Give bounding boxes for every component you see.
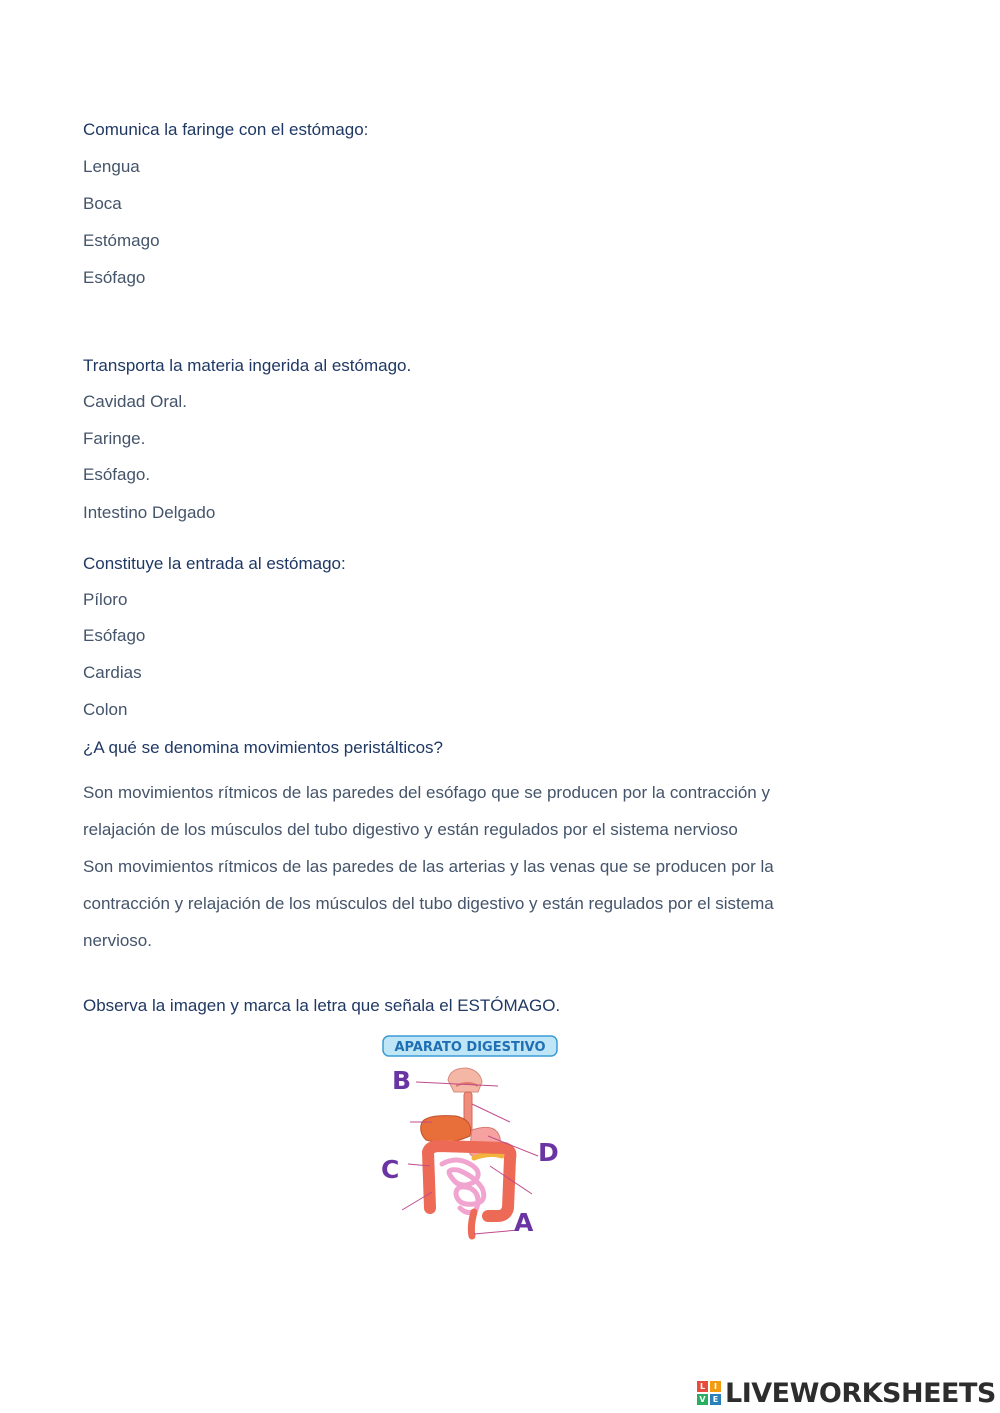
question-1: Comunica la faringe con el estómago: bbox=[83, 120, 369, 139]
q2-option-4[interactable]: Intestino Delgado bbox=[83, 503, 216, 522]
q1-option-1[interactable]: Lengua bbox=[83, 157, 140, 176]
q4-option-2[interactable]: Son movimientos rítmicos de las paredes de las arterias y las venas que se producen por la contracción y relajación de los músculos del tubo digestivo y están regulados por el sistema nervioso. bbox=[83, 857, 774, 950]
q3-option-3[interactable]: Cardias bbox=[83, 663, 142, 682]
logo-tile-v: V bbox=[697, 1394, 708, 1405]
logo-tile-i: I bbox=[710, 1381, 721, 1392]
label-d[interactable]: D bbox=[538, 1138, 559, 1167]
question-5: Observa la imagen y marca la letra que señala el ESTÓMAGO. bbox=[83, 996, 561, 1015]
label-a[interactable]: A bbox=[514, 1208, 534, 1237]
q1-option-3[interactable]: Estómago bbox=[83, 231, 160, 250]
q3-option-1[interactable]: Píloro bbox=[83, 590, 128, 609]
q4-option-1[interactable]: Son movimientos rítmicos de las paredes del esófago que se producen por la contracción y relajación de los músculos del tubo digestivo y están regulados por el sistema nervioso bbox=[83, 783, 770, 839]
q1-option-4[interactable]: Esófago bbox=[83, 268, 146, 287]
label-c[interactable]: C bbox=[381, 1155, 400, 1184]
diagram-title-text: APARATO DIGESTIVO bbox=[394, 1040, 546, 1055]
question-4: ¿A qué se denomina movimientos peristálticos? bbox=[83, 738, 444, 757]
q3-option-4[interactable]: Colon bbox=[83, 700, 128, 719]
question-3: Constituye la entrada al estómago: bbox=[83, 554, 346, 573]
label-b[interactable]: B bbox=[392, 1066, 412, 1095]
liveworksheets-logo bbox=[697, 1376, 996, 1410]
question-2: Transporta la materia ingerida al estómago. bbox=[83, 356, 412, 375]
q3-option-2[interactable]: Esófago bbox=[83, 626, 146, 645]
q1-option-2[interactable]: Boca bbox=[83, 194, 122, 213]
q2-option-1[interactable]: Cavidad Oral. bbox=[83, 392, 187, 411]
logo-text: LIVEWORKSHEETS bbox=[725, 1377, 996, 1409]
q2-option-3[interactable]: Esófago. bbox=[83, 465, 151, 484]
logo-tiles-icon bbox=[697, 1381, 721, 1405]
logo-tile-e: E bbox=[710, 1394, 721, 1405]
q2-option-2[interactable]: Faringe. bbox=[83, 429, 146, 448]
logo-tile-l: L bbox=[697, 1381, 708, 1392]
diagram-title-banner bbox=[382, 1035, 558, 1057]
